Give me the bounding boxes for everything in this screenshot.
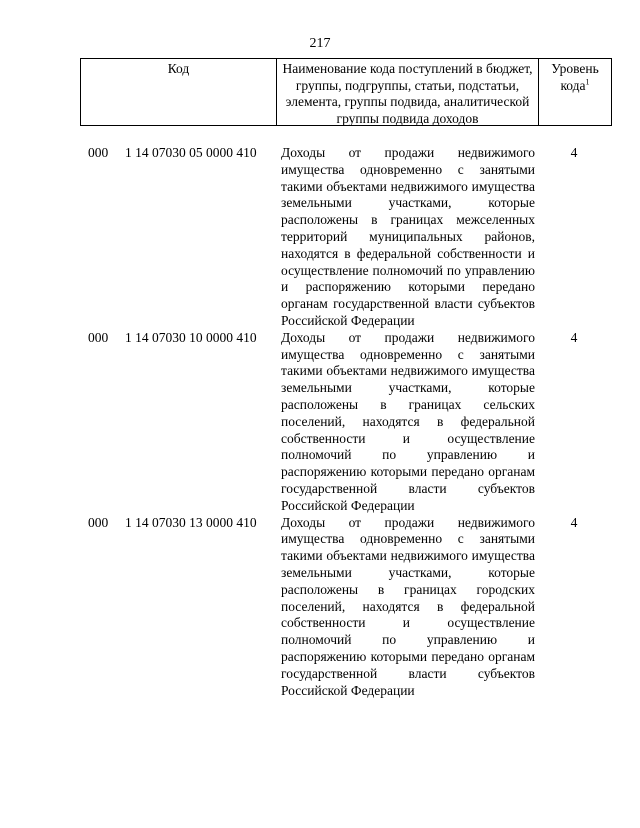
code-level: 4 [570,514,578,530]
header-code-cell: Код [81,59,277,125]
admin-code: 000 [88,329,109,345]
code-level: 4 [570,329,578,345]
revenue-name: Доходы от продажи недвижимого имущества одновременно с занятыми такими объектами недвижимого имущества земельными участками, которые расположены в границах сельских поселений, находятся в федеральной собственности и осуществление полномочий по управлению и распоряжению которыми передано органам государственной власти субъектов Российской Федерации [281,329,535,513]
table-header [80,58,612,126]
code-level: 4 [570,145,578,160]
admin-code: 000 [88,514,109,530]
header-level-label: Уровень кода [551,61,599,93]
table-row [80,145,612,330]
footnote-marker: 1 [585,77,590,87]
revenue-name: Доходы от продажи недвижимого имущества одновременно с занятыми такими объектами недвижимого имущества земельными участками, которые расположены в границах городских поселений, находятся в федеральной собственности и осуществление полномочий по управлению и распоряжению которыми передано органам государственной власти субъектов Российской Федерации [281,514,535,698]
revenue-name: Доходы от продажи недвижимого имущества одновременно с занятыми такими объектами недвижимого имущества земельными участками, которые расположены в границах межселенных территорий муниципальных районов, находятся в федеральной собственности и осуществление полномочий по управлению и распоряжению которыми передано органам государственной власти субъектов Российской Федерации [281,145,535,328]
revenue-code: 1 14 07030 05 0000 410 [125,145,257,160]
table-row [80,515,612,700]
header-name-cell: Наименование кода поступлений в бюджет, группы, подгруппы, статьи, подстатьи, элемента, группы подвида, аналитической группы подвида доходов [277,59,539,125]
revenue-code: 1 14 07030 10 0000 410 [125,329,257,345]
admin-code: 000 [88,145,109,160]
table-row [80,330,612,515]
table-body [80,145,612,699]
page-number: 217 [309,36,331,51]
header-level-cell [539,59,611,125]
revenue-code: 1 14 07030 13 0000 410 [125,514,257,530]
